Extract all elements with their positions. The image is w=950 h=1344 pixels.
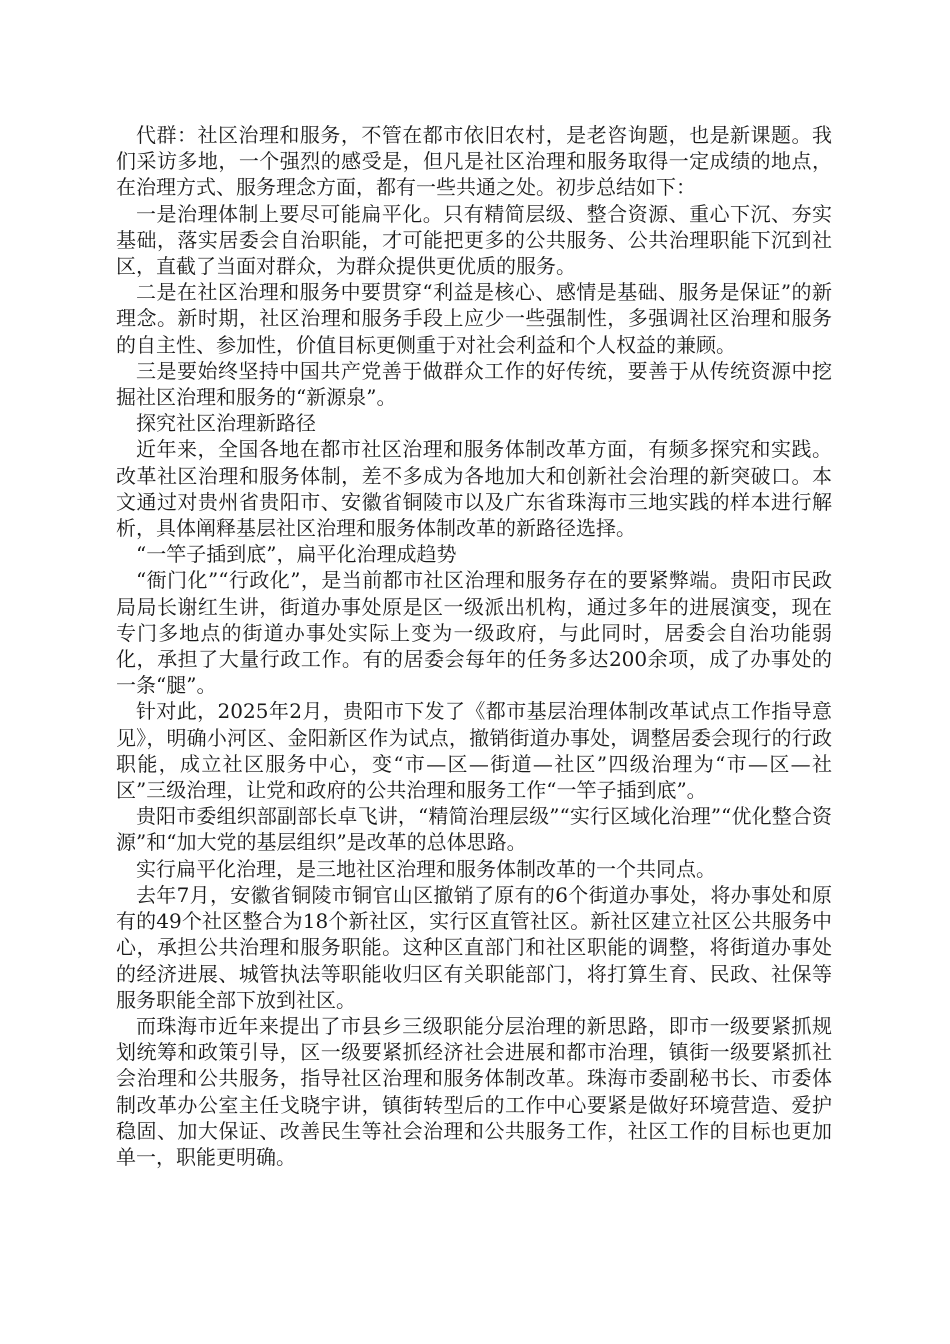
paragraph-guiyang-reform: 针对此，2025年2月，贵阳市下发了《都市基层治理体制改革试点工作指导意见》，明确小河区、金阳新区作为试点，撤销街道办事处，调整居委会现行的行政职能，成立社区服务中心，变“市—区—街道—社区”四级治理为“市—区—社区”三级治理，让党和政府的公共治理和服务工作“一竿子插到底”。 (116, 699, 832, 803)
paragraph-common-point: 实行扁平化治理，是三地社区治理和服务体制改革的一个共同点。 (136, 856, 716, 881)
paragraph-point-three: 三是要始终坚持中国共产党善于做群众工作的好传统，要善于从传统资源中挖掘社区治理和服务的“新源泉”。 (116, 358, 832, 410)
paragraph-guiyang-issue: “衙门化”“行政化”，是当前都市社区治理和服务存在的要紧弊端。贵阳市民政局局长谢红生讲，街道办事处原是区一级派出机构，通过多年的进展演变，现在专门多地点的街道办事处实际上变为一级政府，与此同时，居委会自治功能弱化，承担了大量行政工作。有的居委会每年的任务多达200余项，成了办事处的一条“腿”。 (116, 568, 832, 698)
paragraph-intro: 代群：社区治理和服务，不管在都市依旧农村，是老咨询题，也是新课题。我们采访多地，一个强烈的感受是，但凡是社区治理和服务取得一定成绩的地点，在治理方式、服务理念方面，都有一些共通之处。初步总结如下： (116, 123, 832, 200)
paragraph-point-one: 一是治理体制上要尽可能扁平化。只有精简层级、整合资源、重心下沉、夯实基础，落实居委会自治职能，才可能把更多的公共服务、公共治理职能下沉到社区，直截了当面对群众，为群众提供更优质的服务。 (116, 201, 832, 279)
paragraph-zhuhai: 而珠海市近年来提出了市县乡三级职能分层治理的新思路，即市一级要紧抓规划统筹和政策引导，区一级要紧抓经济社会进展和都市治理，镇街一级要紧抓社会治理和公共服务，指导社区治理和服务体制改革。珠海市委副秘书长、市委体制改革办公室主任戈晓宇讲，镇街转型后的工作中心要紧是做好环境营造、爱护稳固、加大保证、改善民生等社会治理和公共服务工作，社区工作的目标也更加单一，职能更明确。 (116, 1013, 832, 1169)
section-heading-explore: 探究社区治理新路径 (136, 411, 316, 436)
paragraph-reform-thinking: 贵阳市委组织部副部长卓飞讲，“精简治理层级”“实行区域化治理”“优化整合资源”和“加大党的基层组织”是改革的总体思路。 (116, 804, 832, 855)
paragraph-recent-years: 近年来，全国各地在都市社区治理和服务体制改革方面，有频多探究和实践。改革社区治理和服务体制，差不多成为各地加大和创新社会治理的新突破口。本文通过对贵州省贵阳市、安徽省铜陵市以及广东省珠海市三地实践的样本进行解析，具体阐释基层社区治理和服务体制改革的新路径选择。 (116, 437, 832, 541)
document-body (116, 122, 832, 1170)
paragraph-tongling: 去年7月，安徽省铜陵市铜官山区撤销了原有的6个街道办事处，将办事处和原有的49个社区整合为18个新社区，实行区直管社区。新社区建立社区公共服务中心，承担公共治理和服务职能。这种区直部门和社区职能的调整，将街道办事处的经济进展、城管执法等职能收归区有关职能部门，将打算生育、民政、社保等服务职能全部下放到社区。 (116, 882, 832, 1012)
paragraph-point-two: 二是在社区治理和服务中要贯穿“利益是核心、感情是基础、服务是保证”的新理念。新时期，社区治理和服务手段上应少一些强制性，多强调社区治理和服务的自主性、参加性，价值目标更侧重于对社会利益和个人权益的兼顾。 (116, 280, 832, 357)
section-heading-flat-governance: “一竿子插到底”，扁平化治理成趋势 (136, 542, 457, 567)
